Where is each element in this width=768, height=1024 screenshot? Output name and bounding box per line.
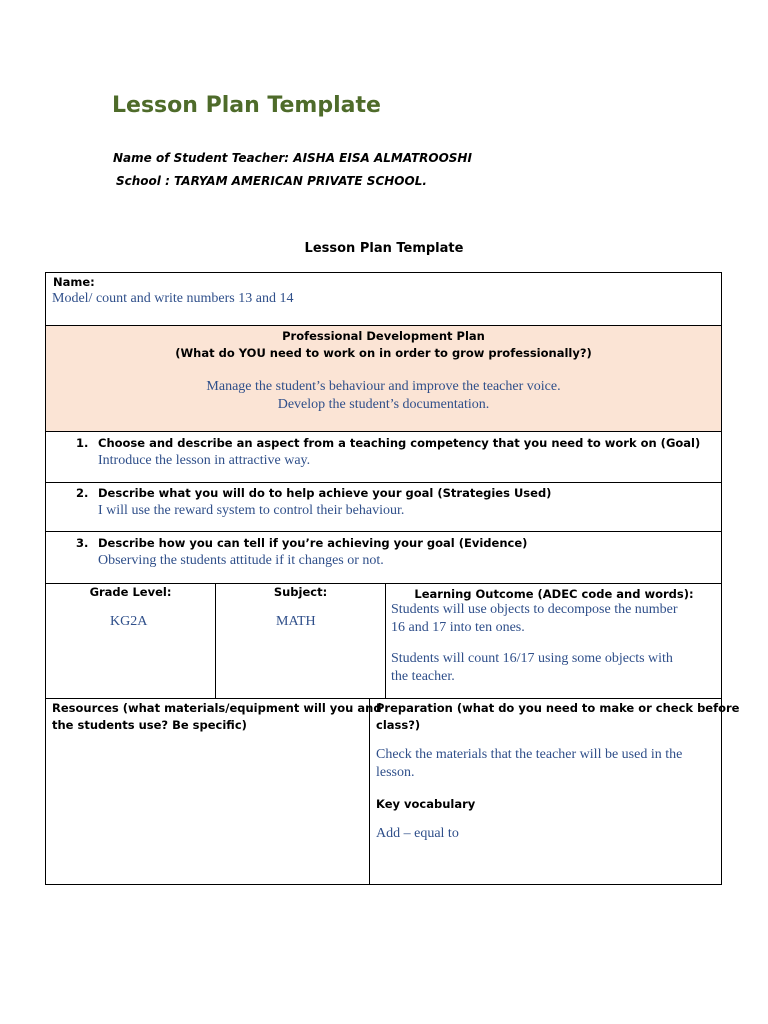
preparation-label-line-2: class?) [376, 718, 421, 732]
key-vocabulary-label: Key vocabulary [376, 797, 476, 811]
goal-prompt: Choose and describe an aspect from a teaching competency that you need to work on (Goal) [98, 436, 701, 450]
evidence-section [45, 531, 722, 584]
column-divider [369, 699, 370, 884]
evidence-answer: Observing the students attitude if it changes or not. [98, 553, 384, 568]
school-line: School : TARYAM AMERICAN PRIVATE SCHOOL. [116, 174, 427, 188]
strategies-number: 2. [76, 486, 89, 500]
name-label: Name: [53, 275, 95, 289]
pdp-line-1: Manage the student’s behaviour and improve the teacher voice. [206, 379, 561, 394]
pdp-subheading: (What do YOU need to work on in order to grow professionally?) [175, 346, 592, 360]
resources-label-line-2: the students use? Be specific) [52, 718, 247, 732]
outcome-line-2a: Students will count 16/17 using some objects with [391, 651, 673, 666]
preparation-label-line-1: Preparation (what do you need to make or check before [376, 701, 740, 715]
key-vocabulary-value: Add – equal to [376, 826, 459, 841]
goal-section [45, 431, 722, 483]
evidence-number: 3. [76, 536, 89, 550]
outcome-line-2b: the teacher. [391, 669, 455, 684]
student-teacher-line: Name of Student Teacher: AISHA EISA ALMATROOSHI [113, 151, 472, 165]
subject-label: Subject: [273, 585, 328, 599]
name-value: Model/ count and write numbers 13 and 14 [52, 291, 294, 306]
preparation-answer-b: lesson. [376, 765, 415, 780]
pdp-line-2: Develop the student’s documentation. [277, 397, 490, 412]
grade-subject-outcome-section [45, 583, 722, 699]
name-section [45, 272, 722, 326]
preparation-answer-a: Check the materials that the teacher will be used in the [376, 747, 683, 762]
goal-answer: Introduce the lesson in attractive way. [98, 453, 311, 468]
evidence-prompt: Describe how you can tell if you’re achieving your goal (Evidence) [98, 536, 528, 550]
goal-number: 1. [76, 436, 89, 450]
strategies-prompt: Describe what you will do to help achieve your goal (Strategies Used) [98, 486, 552, 500]
column-divider [215, 584, 216, 698]
outcome-line-1a: Students will use objects to decompose the number [391, 602, 678, 617]
grade-label: Grade Level: [89, 585, 172, 599]
outcome-label: Learning Outcome (ADEC code and words): [414, 587, 694, 601]
pdp-section [45, 325, 722, 432]
outcome-line-1b: 16 and 17 into ten ones. [391, 620, 525, 635]
resources-preparation-section [45, 698, 740, 885]
grade-value: KG2A [110, 614, 148, 629]
resources-label-line-1: Resources (what materials/equipment will you and [52, 701, 382, 715]
strategies-section [45, 482, 722, 532]
subject-value: MATH [276, 614, 316, 629]
table-title: Lesson Plan Template [304, 241, 464, 256]
strategies-answer: I will use the reward system to control their behaviour. [98, 503, 405, 518]
pdp-heading: Professional Development Plan [282, 329, 485, 343]
document-title: Lesson Plan Template [112, 93, 381, 118]
